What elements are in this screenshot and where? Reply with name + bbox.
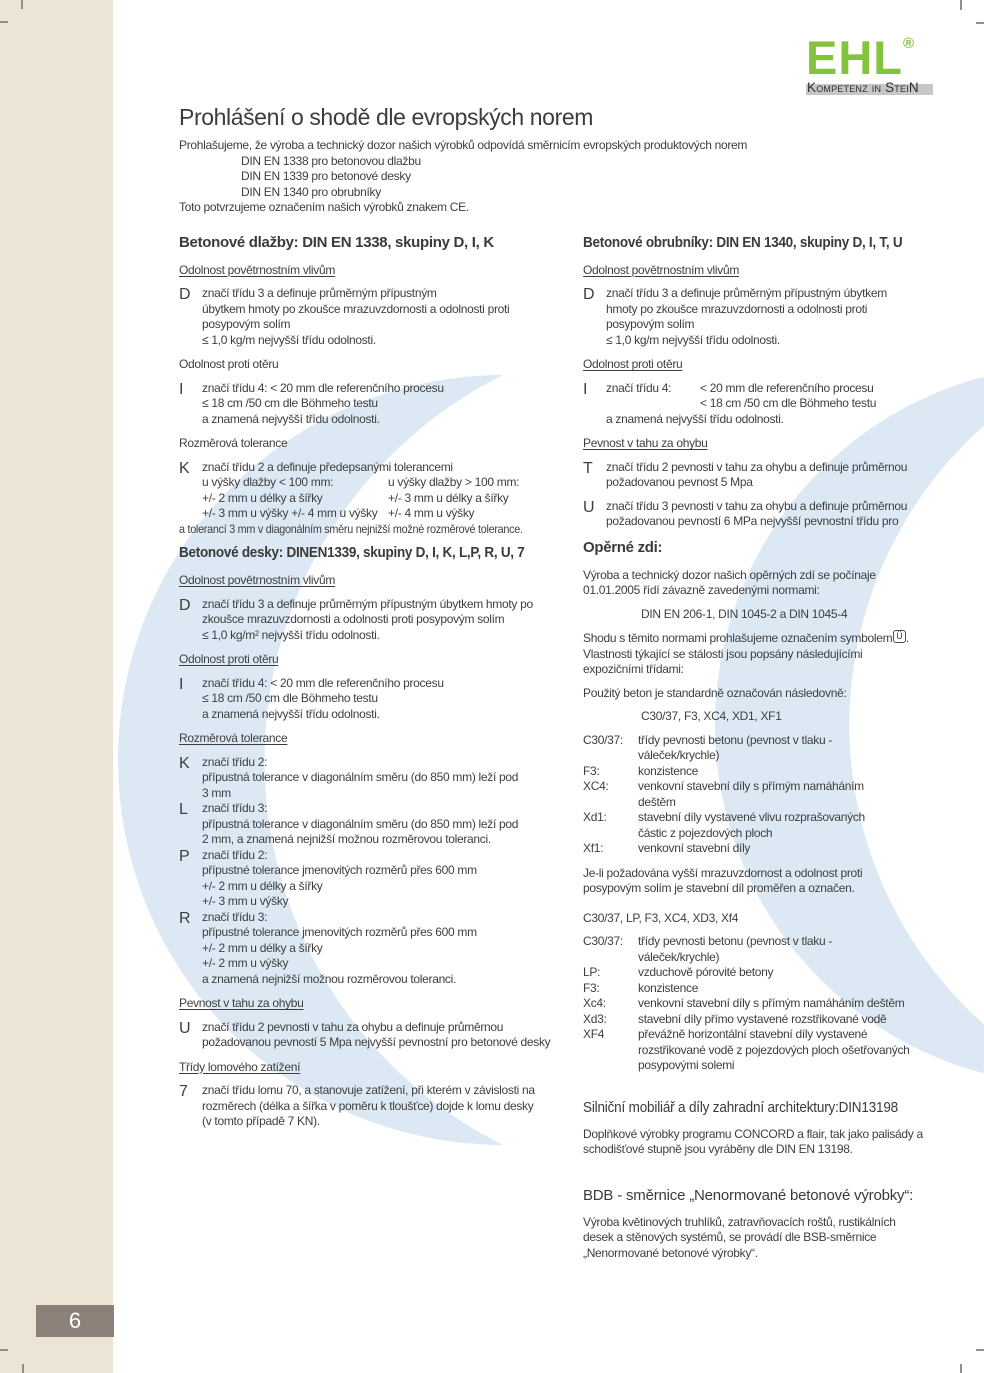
text-line: ≤ 1,0 kg/m nejvyšší třídu odolnosti. (606, 332, 780, 347)
text-span: Shodu s těmito normami prohlašujeme označením symbolem (583, 631, 893, 645)
two-column-layout (179, 231, 949, 1270)
paragraph (583, 1127, 943, 1158)
section-heading-bdb: BDB - směrnice „Nenormované betonové výrobky“: (583, 1186, 914, 1204)
text-line: 2 mm, a znamená nejnižší možnou rozměrovou toleranci. (202, 832, 491, 846)
item-body (606, 286, 943, 348)
definition-row (583, 779, 943, 810)
norm-line: DIN EN 1338 pro betonovou dlažbu (241, 153, 421, 168)
text-line: třídy pevnosti betonu (pevnost v tlaku - (638, 934, 833, 948)
table-cell: u výšky dlažby < 100 mm: (202, 475, 334, 489)
text-line: expozičními třídami: (583, 662, 684, 676)
subheading-weather: Odolnost povětrnostním vlivům (583, 262, 740, 277)
crop-mark (0, 1349, 8, 1351)
item-label: U (179, 1019, 191, 1037)
text-line: Výroba květinových truhlíků, zatravňovacích roštů, rustikálních (583, 1214, 896, 1229)
crop-mark (960, 0, 962, 10)
description (638, 934, 943, 965)
text-line: (v tomto případě 7 KN). (202, 1114, 320, 1128)
text-line: značí třídu 3: (202, 909, 268, 924)
definition-item (179, 1083, 571, 1130)
definition-item (583, 381, 943, 428)
content-area (179, 104, 949, 1269)
term: C30/37: (583, 934, 623, 948)
definition-item (179, 597, 571, 644)
text-line: +/- 2 mm u délky a šířky (202, 940, 323, 955)
text-line: značí třídu 2 pevnosti v tahu za ohybu a definuje průměrnou (202, 1019, 504, 1034)
description (638, 965, 943, 981)
ue-mark-icon: Ü (893, 630, 906, 643)
text-line: < 20 mm dle referenčního procesu (700, 380, 874, 395)
text-line: značí třídu 2 pevnosti v tahu za ohybu a definuje průměrnou (606, 459, 908, 474)
description (638, 841, 943, 857)
item-body (606, 460, 943, 491)
text-line: přípustné tolerance jmenovitých rozměrů přes 600 mm (202, 925, 477, 939)
subheading-weather: Odolnost povětrnostním vlivům (179, 262, 336, 277)
definition-row (583, 841, 943, 857)
text-line: posypovým solím je stavební díl proměřen a označen. (583, 881, 855, 895)
description (638, 1012, 943, 1028)
text-line: venkovní stavební díly s přímým namáháním deštěm (638, 996, 905, 1010)
subheading-bending: Pevnost v tahu za ohybu (583, 436, 708, 450)
concrete-code-line: C30/37, F3, XC4, XD1, XF1 (641, 709, 782, 723)
crop-mark (976, 22, 984, 24)
text-line: konzistence (638, 980, 699, 995)
table-cell: u výšky dlažby > 100 mm: (388, 475, 520, 489)
text-line: částic z pojezdových ploch (638, 825, 773, 840)
definition-item (583, 286, 943, 348)
definition-item (583, 460, 943, 491)
text-line: +/- 3 mm u výšky (202, 894, 289, 908)
item-body (202, 1020, 571, 1051)
text-line: Doplňkové výrobky programu CONCORD a flair, tak jako palisády a (583, 1126, 923, 1141)
item-label: R (179, 909, 191, 927)
crop-mark (21, 0, 23, 9)
norm-line: DIN EN 1340 pro obrubníky (241, 184, 381, 199)
text-line: < 18 cm /50 cm dle Böhmeho testu (700, 396, 877, 410)
text-line: 3 mm (202, 785, 231, 800)
crop-mark (976, 1349, 984, 1351)
definition-item (179, 1020, 571, 1051)
item-body (202, 676, 571, 723)
item-label: P (179, 847, 190, 865)
text-line: konzistence (638, 763, 699, 778)
item-label: K (179, 754, 190, 772)
subheading-dimension: Rozměrová tolerance (179, 731, 288, 745)
text-line: zkoušce mrazuvzdornosti a odolnosti proti posypovým solím (202, 612, 505, 626)
definition-row (583, 733, 943, 764)
section-heading-slabs: Betonové desky: DINEN1339, skupiny D, I, K, L,P, R, U, 7 (179, 544, 525, 561)
text-line: značí třídu 3 pevnosti v tahu za ohybu a definuje průměrnou (606, 498, 908, 513)
item-label: L (179, 801, 188, 818)
registered-trademark-icon: ® (903, 35, 915, 52)
text-line: přípustné tolerance jmenovitých rozměrů přes 600 mm (202, 863, 477, 877)
crop-mark (22, 1364, 24, 1373)
item-body (606, 381, 943, 428)
text-line (583, 630, 943, 647)
text-line: desek a stěnových systémů, se provádí dle BSB-směrnice (583, 1230, 877, 1244)
text-line: ≤ 1,0 kg/m nejvyšší třídu odolnosti. (202, 332, 376, 347)
ehl-logo-row (806, 31, 933, 84)
text-line: úbytkem hmoty po zkoušce mrazuvzdornosti a odolnosti proti (202, 301, 510, 316)
text-line: venkovní stavební díly (638, 841, 751, 855)
subheading-abrasion: Odolnost proti otěru (179, 652, 279, 666)
tolerance-table (202, 475, 571, 522)
text-line: +/- 2 mm u délky a šířky (202, 878, 323, 893)
subheading-dimension: Rozměrová tolerance (179, 436, 288, 450)
text-line: a tolerancí 3 mm v diagonálním směru nejnižší možné rozměrové tolerance. (179, 521, 523, 536)
subheading-abrasion: Odolnost proti otěru (583, 357, 683, 371)
norm-line: DIN EN 1339 pro betonové desky (241, 169, 411, 183)
item-label: 7 (179, 1083, 188, 1100)
text-line: deštěm (638, 794, 676, 809)
text-span: . (905, 631, 909, 645)
text-line: přípustná tolerance v diagonálním směru (do 850 mm) leží pod (202, 770, 519, 784)
text-line: značí třídu 3: (202, 801, 268, 815)
table-cell: +/- 2 mm u délky a šířky (202, 490, 323, 505)
term: Xd1: (583, 810, 607, 824)
term: C30/37: (583, 732, 623, 747)
table-cell: +/- 3 mm u délky a šířky (388, 490, 509, 505)
definition-row (583, 965, 943, 981)
text-line: stavební díly přímo vystavené rozstřikované vodě (638, 1011, 887, 1026)
paragraph (583, 568, 943, 599)
left-margin-strip (0, 0, 113, 1373)
item-label: D (179, 286, 191, 303)
definition-list (583, 733, 943, 857)
split-right (700, 381, 876, 412)
intro-line: Prohlašujeme, že výroba a technický dozor našich výrobků odpovídá směrnicím evropských produktových norem (179, 138, 748, 152)
concrete-code-line: C30/37, LP, F3, XC4, XD3, Xf4 (583, 910, 739, 925)
term: Xf1: (583, 841, 604, 855)
left-column (179, 231, 571, 1270)
item-body (202, 597, 571, 644)
item-body (202, 848, 571, 910)
text-line: venkovní stavební díly s přímým namáháním (638, 779, 864, 793)
table-cell: +/- 4 mm u výšky (388, 506, 475, 520)
text-line: značí třídu 4: < 20 mm dle referenčního procesu (202, 380, 444, 395)
section-heading-pavers: Betonové dlažby: DIN EN 1338, skupiny D, I, K (179, 233, 494, 251)
paragraph (583, 866, 943, 897)
item-body (202, 801, 571, 848)
section-heading-retaining-walls: Opěrné zdi: (583, 538, 663, 556)
crop-mark (0, 21, 8, 23)
text-line: ≤ 18 cm /50 cm dle Böhmeho testu (202, 691, 378, 705)
text-line: značí třídu 3 a definuje průměrným přípustným úbytkem hmoty po (202, 596, 533, 611)
section-heading-curbs: Betonové obrubníky: DIN EN 1340, skupiny D, I, T, U (583, 233, 903, 251)
text-line: požadovanou pevností 6 MPa nejvyšší pevnostní třídu pro (606, 514, 899, 528)
right-column (583, 231, 943, 1270)
text-line: vzduchově pórovité betony (638, 965, 774, 979)
text-line: rozměrech (délka a šířka v poměru k tloušťce) dojde k lomu desky (202, 1098, 534, 1113)
definition-list (583, 934, 943, 1074)
text-line: schodišťové stupně jsou vyráběny dle DIN EN 13198. (583, 1142, 853, 1156)
text-line: hmoty po zkoušce mrazuvzdornosti a odolnosti proti (606, 301, 868, 316)
description (638, 810, 943, 841)
intro-outro-line: Toto potvrzujeme označením našich výrobků znakem CE. (179, 200, 469, 214)
definition-item (179, 755, 571, 802)
item-body (202, 1083, 571, 1130)
term: Xd3: (583, 1011, 607, 1026)
definition-row (583, 810, 943, 841)
term: Xc4: (583, 996, 606, 1010)
definition-row (583, 1027, 943, 1074)
definition-item (179, 910, 571, 988)
text-line: posypovým solím (202, 317, 291, 331)
definition-item (179, 381, 571, 428)
text-line: značí třídu 4: < 20 mm dle referenčního procesu (202, 675, 444, 690)
item-label: I (179, 675, 184, 693)
term: LP: (583, 965, 601, 979)
item-label: U (583, 498, 595, 516)
text-line: převážně horizontální stavební díly vystavené (638, 1027, 868, 1041)
description (638, 779, 943, 810)
definition-item (179, 801, 571, 848)
description (638, 981, 943, 997)
ehl-logo (806, 31, 933, 95)
definition-row (583, 996, 943, 1012)
item-label: I (179, 380, 184, 398)
description (638, 733, 943, 764)
intro-block (179, 138, 949, 216)
text-line: „Nenormované betonové výrobky“. (583, 1245, 758, 1260)
definition-item (179, 676, 571, 723)
item-label: D (583, 286, 595, 303)
definition-row (583, 1012, 943, 1028)
page-number-badge: 6 (36, 1305, 114, 1337)
item-body (202, 755, 571, 802)
text-line: Vlastnosti týkající se stálosti jsou popsány následujícími (583, 646, 863, 661)
text-line: Je-li požadována vyšší mrazuvzdornost a odolnost proti (583, 865, 863, 880)
text-line: rozstřikované vodě z pojezdových ploch ošetřovaných (638, 1042, 910, 1057)
text-line: značí třídu 2: (202, 847, 268, 862)
item-label: T (583, 459, 593, 477)
description (638, 1027, 943, 1074)
crop-mark (960, 1364, 962, 1373)
text-line: +/- 2 mm u výšky (202, 956, 289, 970)
text-line: a znamená nejvyšší třídu odolnosti. (202, 411, 380, 426)
norms-line: DIN EN 206-1, DIN 1045-2 a DIN 1045-4 (641, 606, 848, 621)
text-line: značí třídu lomu 70, a stanovuje zatížení, při kterém v závislosti na (202, 1083, 535, 1097)
text-line: značí třídu 3 a definuje průměrným přípustným (202, 286, 437, 300)
text-line: Výroba a technický dozor našich opěrných zdí se počínaje (583, 567, 876, 582)
subheading-bending: Pevnost v tahu za ohybu (179, 996, 304, 1010)
text-line: 01.01.2005 řídí závazně zavedenými normami: (583, 583, 820, 597)
section-heading-street-furniture: Silniční mobiliář a díly zahradní architektury:DIN13198 (583, 1098, 899, 1116)
text-line: ≤ 1,0 kg/m² nejvyšší třídu odolnosti. (202, 627, 380, 642)
subheading-breaking-load: Třídy lomového zatížení (179, 1059, 301, 1074)
paragraph (583, 1215, 943, 1262)
text-line: požadovanou pevností 5 Mpa nejvyšší pevnostní pro betonové desky (202, 1035, 551, 1049)
text-line: značí třídu 4: (606, 380, 672, 395)
text-line: váleček/krychle) (638, 949, 720, 964)
item-body (202, 381, 571, 428)
text-line: stavební díly vystavené vlivu rozprašovaných (638, 810, 865, 824)
text-line: požadovanou pevnost 5 Mpa (606, 475, 753, 489)
text-line: posypovým solím (606, 317, 695, 331)
definition-row (583, 764, 943, 780)
text-line: značí třídu 3 a definuje průměrným přípustným úbytkem (606, 286, 887, 300)
term: F3: (583, 763, 600, 778)
paragraph (583, 630, 943, 678)
term: XC4: (583, 779, 609, 793)
text-line: značí třídu 2: (202, 754, 268, 769)
description (638, 764, 943, 780)
definition-row (583, 934, 943, 965)
term: F3: (583, 980, 600, 995)
table-cell: +/- 3 mm u výšky +/- 4 mm u výšky (202, 506, 378, 520)
text-line: a znamená nejnižší možnou rozměrovou toleranci. (202, 971, 457, 986)
page-title: Prohlášení o shodě dle evropských norem (179, 104, 593, 130)
definition-item (583, 499, 943, 530)
definition-item (179, 848, 571, 910)
item-body (202, 286, 571, 348)
item-label: D (179, 596, 191, 614)
item-label: K (179, 459, 190, 477)
term: XF4 (583, 1027, 605, 1041)
item-label: I (583, 380, 588, 398)
text-line: váleček/krychle) (638, 748, 720, 762)
split-row (606, 381, 943, 412)
text-line: posypovými solemi (638, 1058, 735, 1072)
logo-tagline: Kompetenz in SteiN (807, 80, 919, 95)
description (638, 996, 943, 1012)
item-body (202, 460, 571, 522)
paragraph: Použitý beton je standardně označován následovně: (583, 685, 847, 700)
definition-row (583, 981, 943, 997)
text-line: a znamená nejvyšší třídu odolnosti. (606, 411, 784, 426)
text-line: třídy pevnosti betonu (pevnost v tlaku - (638, 732, 833, 747)
definition-item (179, 286, 571, 348)
text-line: ≤ 18 cm /50 cm dle Böhmeho testu (202, 396, 378, 410)
text-line: značí třídu 2 a definuje předepsanými tolerancemi (202, 459, 453, 474)
text-line: přípustná tolerance v diagonálním směru (do 850 mm) leží pod (202, 816, 519, 831)
ehl-logo-text: EHL (806, 31, 903, 84)
subheading-abrasion: Odolnost proti otěru (179, 357, 279, 371)
text-line: a znamená nejvyšší třídu odolnosti. (202, 706, 380, 721)
item-body (606, 499, 943, 530)
logo-tagline-bar (806, 80, 933, 95)
definition-item (179, 460, 571, 522)
subheading-weather: Odolnost povětrnostním vlivům (179, 573, 336, 587)
item-body (202, 910, 571, 988)
